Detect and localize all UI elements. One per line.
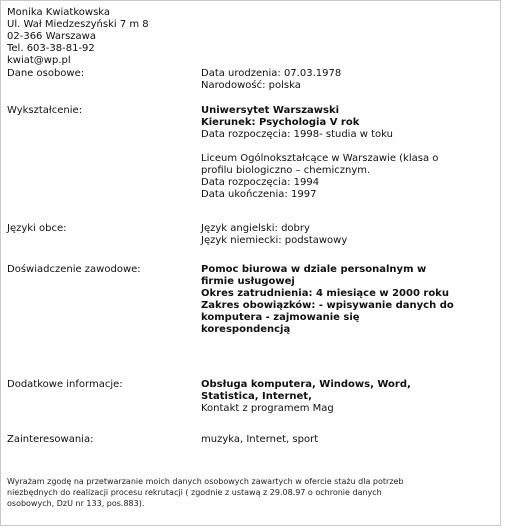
- school-end: Data ukończenia: 1997: [201, 189, 317, 200]
- university-start: Data rozpoczęcia: 1998- studia w toku: [201, 129, 393, 140]
- language-english: Język angielski: dobry: [201, 223, 310, 234]
- experience-line-1: Pomoc biurowa w dziale personalnym w: [201, 264, 427, 275]
- additional-values: [201, 379, 481, 415]
- university-name: Uniwersytet Warszawski: [201, 105, 340, 116]
- interests-value: muzyka, Internet, sport: [201, 434, 319, 445]
- school-line-2: profilu biologiczno – chemicznym.: [201, 165, 371, 176]
- experience-line-3: Okres zatrudnienia: 4 miesiące w 2000 roku: [201, 288, 449, 299]
- additional-line-3: Kontakt z programem Mag: [201, 403, 334, 414]
- experience-line-6: korespondencją: [201, 324, 291, 335]
- personal-label: Dane osobowe:: [7, 68, 85, 79]
- email-address: kwiat@wp.pl: [7, 55, 71, 66]
- consent-line-3: osobowych, DzU nr 133, pos.883).: [7, 499, 145, 508]
- university-field: Kierunek: Psychologia V rok: [201, 117, 360, 128]
- experience-line-5: komputera - zajmowanie się: [201, 312, 360, 323]
- school-line-1: Liceum Ogólnokształcące w Warszawie (klasa o: [201, 153, 439, 164]
- experience-label: Doświadczenie zawodowe:: [7, 264, 141, 275]
- personal-values: [201, 68, 481, 92]
- street-address: Ul. Wał Miedzeszyński 7 m 8: [7, 19, 149, 30]
- consent-clause: [7, 476, 495, 509]
- additional-line-1: Obsługa komputera, Windows, Word,: [201, 379, 411, 390]
- languages-label: Języki obce:: [7, 223, 67, 234]
- nationality: Narodowość: polska: [201, 80, 301, 91]
- language-german: Język niemiecki: podstawowy: [201, 235, 348, 246]
- full-name: Monika Kwiatkowska: [7, 7, 111, 18]
- additional-line-2: Statistica, Internet,: [201, 391, 312, 402]
- contact-header: [7, 7, 149, 67]
- birth-date: Data urodzenia: 07.03.1978: [201, 68, 342, 79]
- city-address: 02-366 Warszawa: [7, 31, 96, 42]
- languages-values: [201, 223, 481, 247]
- experience-line-2: firmie usługowej: [201, 276, 295, 287]
- consent-line-2: niezbędnych do realizacji procesu rekrutacji ( zgodnie z ustawą z 29.08.97 o ochronie danych: [7, 488, 382, 497]
- consent-line-1: Wyrażam zgodę na przetwarzanie moich danych osobowych zawartych w ofercie stażu dla potrzeb: [7, 477, 404, 486]
- school-start: Data rozpoczęcia: 1994: [201, 177, 320, 188]
- additional-label: Dodatkowe informacje:: [7, 379, 123, 390]
- education-values: [201, 105, 481, 201]
- experience-values: [201, 264, 481, 336]
- phone-number: Tel. 603-38-81-92: [7, 43, 95, 54]
- education-label: Wykształcenie:: [7, 105, 83, 116]
- interests-label: Zainteresowania:: [7, 434, 94, 445]
- experience-line-4: Zakres obowiązków: - wpisywanie danych do: [201, 300, 454, 311]
